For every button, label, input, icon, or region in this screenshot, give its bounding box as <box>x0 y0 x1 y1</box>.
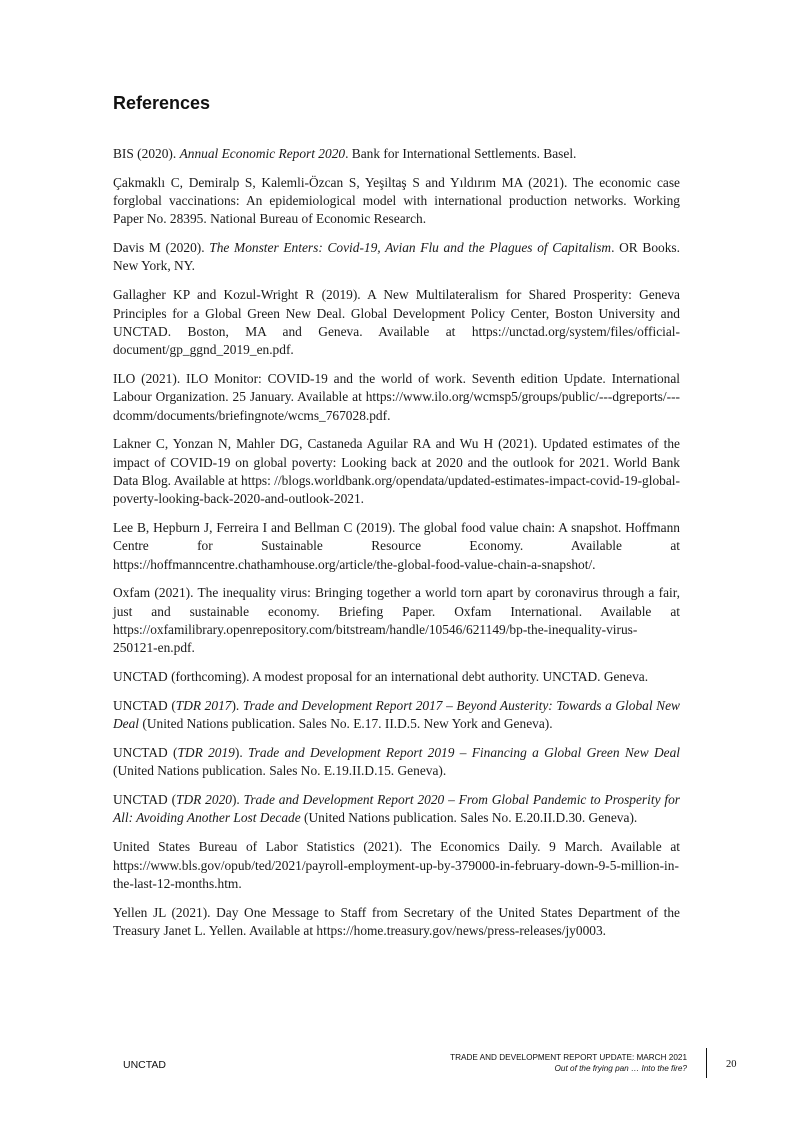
reference-text: . Bank for International Settlements. Basel. <box>345 146 577 161</box>
reference-text: ). <box>231 792 244 808</box>
reference-text: Oxfam (2021). The inequality virus: Bringing together a world torn apart by coronavirus through a fair, just and sustainable economy. Briefing Paper. Oxfam International. Available at https://oxfamilibrary.openrepository.com/bitstream/handle/10546/621149/bp-the-inequality-virus-250121-en.pdf. <box>113 585 680 656</box>
reference-entry <box>113 904 680 941</box>
footer-report-title: TRADE AND DEVELOPMENT REPORT UPDATE: MARCH 2021 <box>450 1053 687 1062</box>
reference-text: Lee B, Hepburn J, Ferreira I and Bellman C (2019). The global food value chain: A snapshot. Hoffmann Centre for Sustainable Resource Economy. Available at https://hoffmanncentre.chathamhouse.org/article/the-global-food-value-chain-a-snapshot/. <box>113 520 680 572</box>
page-number: 20 <box>726 1059 737 1070</box>
reference-italic-title: Trade and Development Report 2019 – Financing a Global Green New Deal <box>248 745 680 761</box>
reference-entry <box>113 838 680 893</box>
footer-divider <box>706 1048 707 1078</box>
reference-text: Yellen JL (2021). Day One Message to Staff from Secretary of the United States Department of the Treasury Janet L. Yellen. Available at https://home.treasury.gov/news/press-releases/jy0003. <box>113 904 680 938</box>
reference-text: BIS (2020). <box>113 146 180 161</box>
reference-italic-title: Annual Economic Report 2020 <box>179 146 346 161</box>
reference-text: (United Nations publication. Sales No. E.20.II.D.30. Geneva). <box>300 810 638 826</box>
reference-entry <box>113 697 680 734</box>
reference-list <box>113 145 680 951</box>
reference-italic-title: Trade and Development Report 2020 – From Global Pandemic to Prosperity for All: Avoiding Another Lost Decade <box>113 792 680 826</box>
reference-text: Gallagher KP and Kozul-Wright R (2019). A New Multilateralism for Shared Prosperity: Geneva Principles for a Global Green New Deal. Global Development Policy Center, Boston University and UNCTAD. Boston, MA and Geneva. Available at https://unctad.org/system/files/official-document/gp_ggnd_2019_en.pdf. <box>113 287 680 358</box>
reference-entry <box>113 744 680 781</box>
reference-entry <box>113 286 680 359</box>
reference-italic-title: TDR 2019 <box>177 745 235 761</box>
reference-entry <box>113 791 680 828</box>
reference-text: UNCTAD (forthcoming). A modest proposal for an international debt authority. UNCTAD. Geneva. <box>113 669 649 685</box>
reference-entry <box>113 239 680 276</box>
reference-text: ). <box>231 697 243 713</box>
reference-italic-title: Trade and Development Report 2017 – Beyond Austerity: Towards a Global New Deal <box>113 697 680 732</box>
reference-entry <box>113 584 680 657</box>
reference-italic-title: TDR 2017 <box>175 697 232 713</box>
reference-text: Davis M (2020). <box>113 240 210 256</box>
footer-organization: UNCTAD <box>123 1059 166 1071</box>
reference-entry <box>113 435 680 508</box>
reference-text: Lakner C, Yonzan N, Mahler DG, Castaneda Aguilar RA and Wu H (2021). Updated estimates of the impact of COVID-19 on global poverty: Looking back at 2020 and the outlook for 2021. World Bank Data Blog. Available at https: //blogs.worldbank.org/opendata/updated-estimates-impact-covid-19-global-poverty-looking-back-2020-and-outlook-2021. <box>113 436 680 507</box>
reference-text: United States Bureau of Labor Statistics (2021). The Economics Daily. 9 March. Available at https://www.bls.gov/opub/ted/2021/payroll-employment-up-by-379000-in-february-down-9-5-million-in-the-last-12-months.htm. <box>113 839 680 891</box>
reference-text: (United Nations publication. Sales No. E.17. II.D.5. New York and Geneva). <box>139 716 553 732</box>
reference-entry <box>113 174 680 229</box>
reference-text: Çakmaklı C, Demiralp S, Kalemli-Özcan S, Yeşiltaş S and Yıldırım MA (2021). The economic case forglobal vaccinations: An epidemiological model with international production networks. Working Paper No. 28395. National Bureau of Economic Research. <box>113 174 680 227</box>
footer-report-subtitle: Out of the frying pan … Into the fire? <box>554 1064 687 1073</box>
reference-entry <box>113 668 680 686</box>
reference-italic-title: TDR 2020 <box>176 792 232 808</box>
reference-text: UNCTAD ( <box>113 697 176 713</box>
footer-report-info <box>450 1052 687 1074</box>
reference-text: UNCTAD ( <box>113 745 178 761</box>
reference-text: ILO (2021). ILO Monitor: COVID-19 and the world of work. Seventh edition Update. International Labour Organization. 25 January. Available at https://www.ilo.org/wcmsp5/groups/public/---dgreports/---dcomm/documents/briefingnote/wcms_767028.pdf. <box>113 370 680 423</box>
reference-text: UNCTAD ( <box>113 792 177 808</box>
reference-entry <box>113 519 680 574</box>
reference-text: ). <box>234 745 248 761</box>
reference-entry <box>113 370 680 425</box>
reference-text: . OR Books. New York, NY. <box>113 240 680 274</box>
reference-italic-title: The Monster Enters: Covid-19, Avian Flu and the Plagues of Capitalism <box>209 240 612 256</box>
reference-entry <box>113 145 680 163</box>
page-title: References <box>113 93 211 113</box>
reference-text: (United Nations publication. Sales No. E.19.II.D.15. Geneva). <box>113 763 447 779</box>
